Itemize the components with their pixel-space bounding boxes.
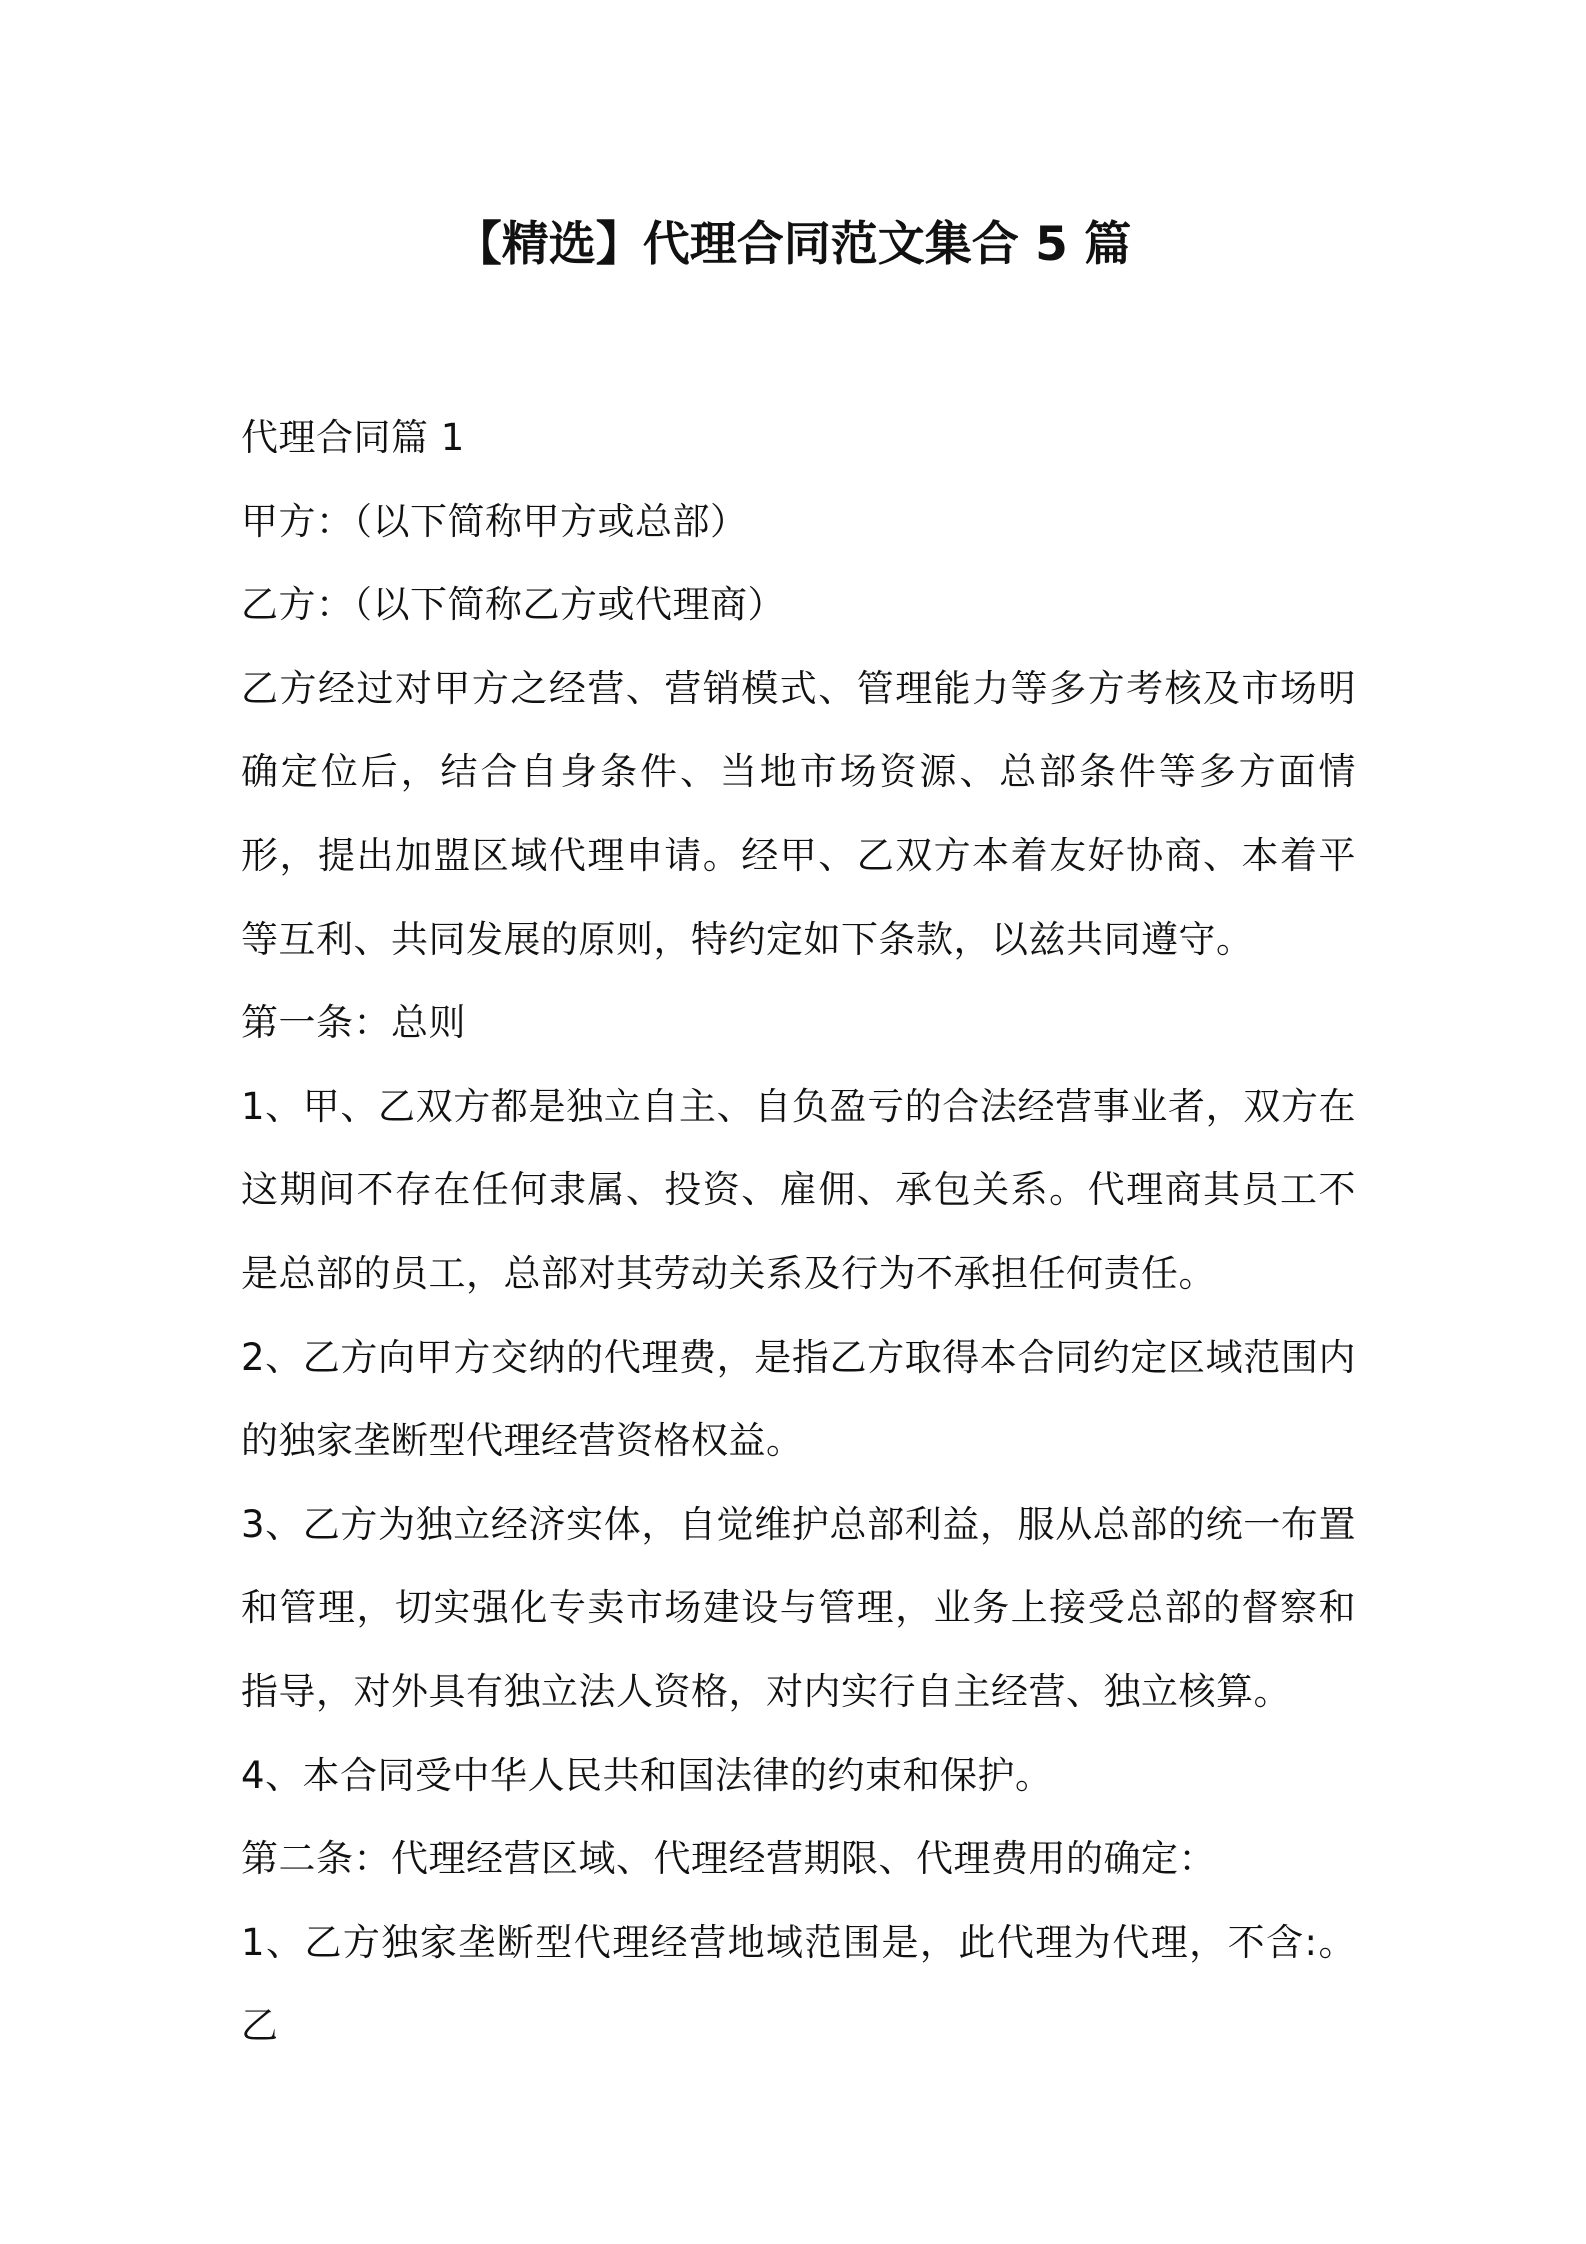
party-a-line: 甲方：（以下简称甲方或总部） <box>241 499 748 543</box>
section-heading: 代理合同篇 1 <box>241 416 465 459</box>
document-body <box>241 396 1356 2068</box>
document-title: 【精选】代理合同范文集合 5 篇 <box>454 217 1132 272</box>
article-heading: 第一条：总则 <box>241 1001 466 1045</box>
clause-paragraph: 1、乙方独家垄断型代理经营地域范围是，此代理为代理，不含:。乙 <box>241 1920 1356 2048</box>
preamble-paragraph: 乙方经过对甲方之经营、营销模式、管理能力等多方考核及市场明确定位后，结合自身条件、当地市场资源、总部条件等多方面情形，提出加盟区域代理申请。经甲、乙双方本着友好协商、本着平等互利、共同发展的原则，特约定如下条款，以兹共同遵守。 <box>241 666 1356 961</box>
clause-paragraph: 2、乙方向甲方交纳的代理费，是指乙方取得本合同约定区域范围内的独家垄断型代理经营资格权益。 <box>241 1335 1356 1463</box>
article-heading: 第二条：代理经营区域、代理经营期限、代理费用的确定： <box>241 1837 1216 1881</box>
clause-paragraph: 3、乙方为独立经济实体，自觉维护总部利益，服从总部的统一布置和管理，切实强化专卖市场建设与管理，业务上接受总部的督察和指导，对外具有独立法人资格，对内实行自主经营、独立核算。 <box>241 1502 1356 1713</box>
clause-paragraph: 1、甲、乙双方都是独立自主、自负盈亏的合法经营事业者，双方在这期间不存在任何隶属、投资、雇佣、承包关系。代理商其员工不是总部的员工，总部对其劳动关系及行为不承担任何责任。 <box>241 1084 1356 1295</box>
clause-paragraph: 4、本合同受中华人民共和国法律的约束和保护。 <box>241 1753 1053 1797</box>
party-b-line: 乙方：（以下简称乙方或代理商） <box>241 583 785 627</box>
